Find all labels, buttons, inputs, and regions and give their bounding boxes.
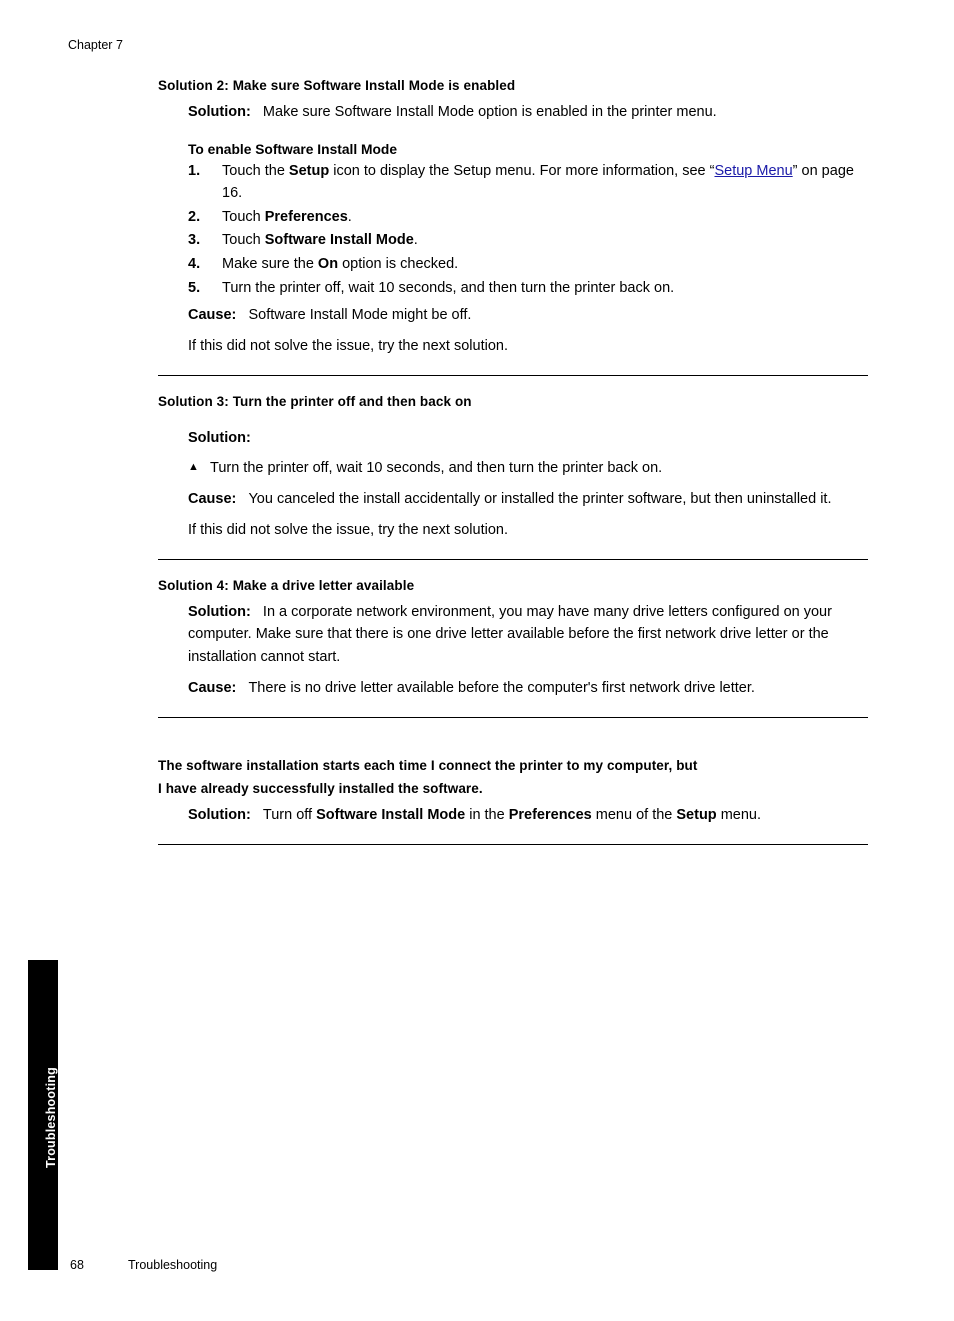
page-number: 68 bbox=[70, 1258, 84, 1272]
bullet-text: Turn the printer off, wait 10 seconds, and then turn the printer back on. bbox=[210, 459, 663, 476]
step-text-bold: Software Install Mode bbox=[264, 232, 414, 249]
step-text-pre: Make sure the bbox=[222, 256, 318, 273]
solution-label-line bbox=[188, 427, 868, 449]
section-title-line-2: I have already successfully installed the software. bbox=[158, 780, 483, 796]
document-body bbox=[158, 78, 868, 863]
solution-paragraph bbox=[188, 601, 868, 667]
solution-label: Solution: bbox=[188, 806, 251, 823]
cause-paragraph bbox=[188, 677, 868, 699]
section-divider bbox=[158, 375, 868, 376]
step-text-post: . bbox=[347, 208, 352, 225]
solution-text-bold-1: Software Install Mode bbox=[316, 806, 466, 823]
section-divider bbox=[158, 844, 868, 845]
step-text-pre: Touch the bbox=[222, 163, 289, 180]
list-item bbox=[188, 230, 868, 252]
solution-label: Solution: bbox=[188, 429, 251, 446]
solution-text-bold-2: Preferences bbox=[508, 806, 592, 823]
solution-label: Solution: bbox=[188, 104, 251, 120]
step-number: 1. bbox=[188, 163, 201, 180]
cause-text: Software Install Mode might be off. bbox=[248, 306, 472, 323]
step-text-bold: Setup bbox=[288, 163, 330, 180]
section-solution-2 bbox=[158, 78, 868, 376]
solution-text: In a corporate network environment, you may have many drive letters configured on your computer. Make sure that there is one drive letter available before the first network drive letter or the installation cannot start. bbox=[188, 604, 832, 665]
repeated-install-block bbox=[188, 804, 868, 826]
section-divider bbox=[158, 559, 868, 560]
solution-text-part-4: menu. bbox=[716, 806, 762, 823]
steps-list bbox=[188, 161, 868, 300]
solution-text-part-3: menu of the bbox=[591, 806, 677, 823]
spacer bbox=[158, 417, 868, 427]
list-item bbox=[188, 278, 868, 300]
spacer bbox=[158, 132, 868, 142]
triangle-bullet-icon: ▲ bbox=[188, 460, 199, 473]
bullet-item bbox=[188, 458, 868, 480]
section-solution-3 bbox=[158, 394, 868, 561]
solution-4-block bbox=[188, 601, 868, 698]
cause-paragraph bbox=[188, 304, 868, 326]
section-title: Solution 2: Make sure Software Install Mode is enabled bbox=[158, 78, 516, 93]
footer-section-label: Troubleshooting bbox=[128, 1258, 218, 1272]
solution-text: Make sure Software Install Mode option is enabled in the printer menu. bbox=[262, 104, 717, 120]
enable-mode-block bbox=[188, 142, 868, 357]
quote-open: “ bbox=[709, 163, 715, 180]
cause-paragraph bbox=[188, 488, 868, 510]
spacer bbox=[158, 736, 868, 758]
cause-label: Cause: bbox=[188, 679, 237, 696]
solution-3-block bbox=[188, 427, 868, 542]
cause-label: Cause: bbox=[188, 491, 237, 508]
page-footer bbox=[70, 1258, 217, 1272]
section-solution-4 bbox=[158, 578, 868, 717]
section-title-line-1: The software installation starts each time I connect the printer to my computer, but bbox=[158, 757, 698, 773]
solution-text-part-2: in the bbox=[465, 806, 509, 823]
step-text-bold: On bbox=[317, 256, 339, 273]
list-item bbox=[188, 207, 868, 229]
step-text-post: . bbox=[413, 232, 418, 249]
step-number: 3. bbox=[188, 232, 201, 249]
solution-paragraph bbox=[188, 804, 868, 826]
step-text-pre: Touch bbox=[222, 232, 265, 249]
step-text-bold: Preferences bbox=[264, 208, 348, 225]
next-solution-text: If this did not solve the issue, try the next solution. bbox=[188, 337, 508, 354]
cause-label: Cause: bbox=[188, 306, 237, 323]
side-tab-label: Troubleshooting bbox=[44, 1067, 58, 1169]
step-number: 4. bbox=[188, 256, 201, 273]
cross-reference-link[interactable]: Setup Menu bbox=[714, 163, 793, 180]
subsection-title: To enable Software Install Mode bbox=[188, 142, 398, 158]
section-title: Solution 4: Make a drive letter available bbox=[158, 578, 415, 594]
cause-text: There is no drive letter available before the computer's first network drive letter. bbox=[248, 679, 755, 696]
step-text-pre: Touch bbox=[222, 208, 265, 225]
step-number: 2. bbox=[188, 208, 201, 225]
step-number: 5. bbox=[188, 279, 201, 296]
solution-label: Solution: bbox=[188, 604, 251, 621]
quote-close: ” on page 16. bbox=[222, 163, 854, 201]
next-solution-text: If this did not solve the issue, try the next solution. bbox=[188, 522, 508, 539]
step-text-post: option is checked. bbox=[338, 256, 459, 273]
list-item bbox=[188, 254, 868, 276]
solution-text-bold-3: Setup bbox=[676, 806, 717, 823]
section-title: Solution 3: Turn the printer off and then back on bbox=[158, 393, 472, 409]
section-divider bbox=[158, 717, 868, 718]
list-item bbox=[188, 161, 868, 205]
page-header-chapter: Chapter 7 bbox=[68, 38, 123, 52]
cause-text: You canceled the install accidentally or installed the printer software, but then uninstalled it. bbox=[248, 491, 832, 508]
step-text-post: icon to display the Setup menu. For more information, see bbox=[329, 163, 710, 180]
step-text-pre: Turn the printer off, wait 10 seconds, and then turn the printer back on. bbox=[222, 279, 675, 296]
solution-paragraph bbox=[188, 101, 868, 123]
section-repeated-install bbox=[158, 736, 868, 845]
solution-text-part-1: Turn off bbox=[262, 806, 317, 823]
